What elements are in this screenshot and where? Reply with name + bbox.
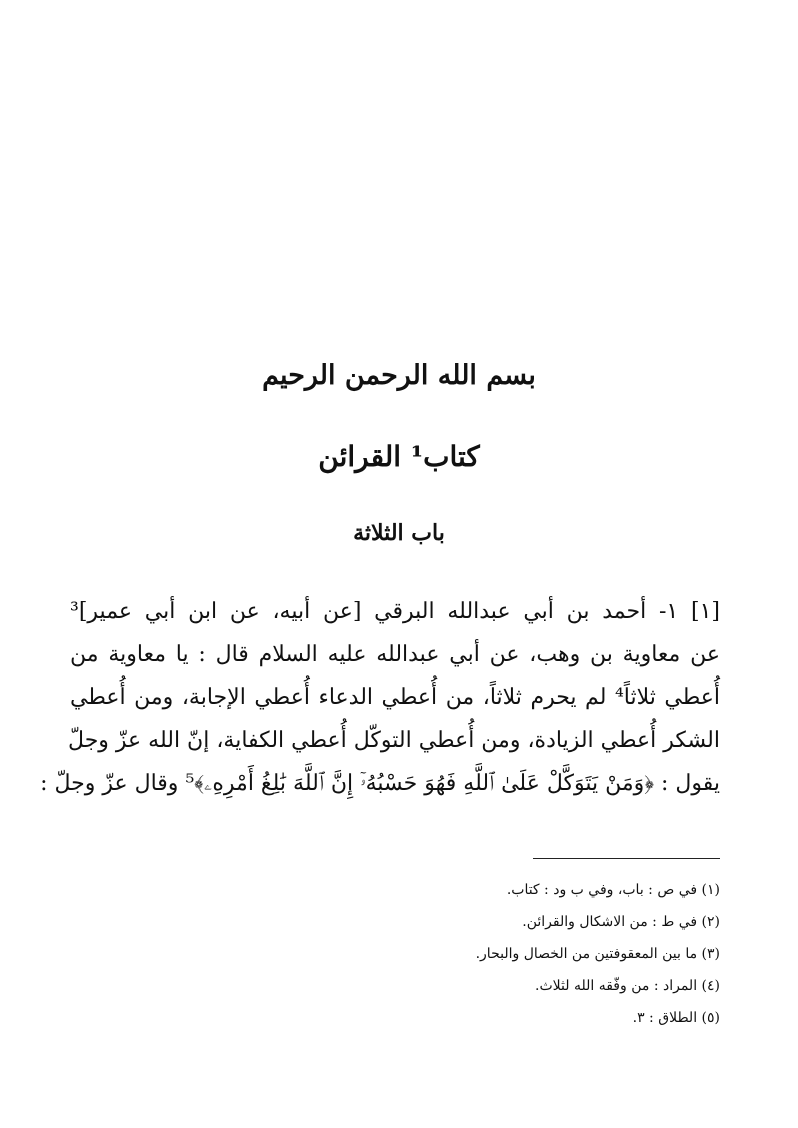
footnote-item: (٤) المراد : من وفّقه الله لثلاث.	[535, 978, 720, 994]
book-title: كتاب¹ القرائن	[318, 440, 480, 473]
footnote-item: (١) في ص : باب، وفي ب ود : كتاب.	[506, 882, 720, 898]
basmala-heading: بسم الله الرحمن الرحيم	[262, 360, 536, 391]
footnote-item: (٢) في ط : من الاشكال والقرائن.	[522, 914, 720, 930]
paragraph-line: يقول : ﴿وَمَنْ يَتَوَكَّلْ عَلَىٰ ٱللَّهِ فَهُوَ حَسْبُهُۥٓ إِنَّ ٱللَّهَ بَٰلِغُ أَمْرِهِۦ﴾⁵ وقال عزّ وجلّ :	[40, 771, 720, 796]
footnotes-section	[380, 874, 720, 1034]
footnote-item: (٣) ما بين المعقوفتين من الخصال والبحار.	[475, 946, 720, 962]
hadith-paragraph	[40, 590, 721, 805]
footnote-item: (٥) الطلاق : ٣.	[632, 1010, 720, 1026]
chapter-title: باب الثلاثة	[353, 520, 445, 546]
paragraph-line: الشكر أُعطي الزيادة، ومن أُعطي التوكّل أُعطي الكفاية، إنّ الله عزّ وجلّ	[68, 728, 720, 753]
paragraph-line: أُعطي ثلاثاً⁴ لم يحرم ثلاثاً، من أُعطي الدعاء أُعطي الإجابة، ومن أُعطي	[70, 685, 720, 710]
paragraph-line: عن معاوية بن وهب، عن أبي عبدالله عليه السلام قال : يا معاوية من	[70, 642, 720, 667]
footnote-divider	[533, 858, 720, 859]
paragraph-line: [١] ١- أحمد بن أبي عبدالله البرقي [عن أبيه، عن ابن أبي عمير]³	[70, 599, 721, 624]
